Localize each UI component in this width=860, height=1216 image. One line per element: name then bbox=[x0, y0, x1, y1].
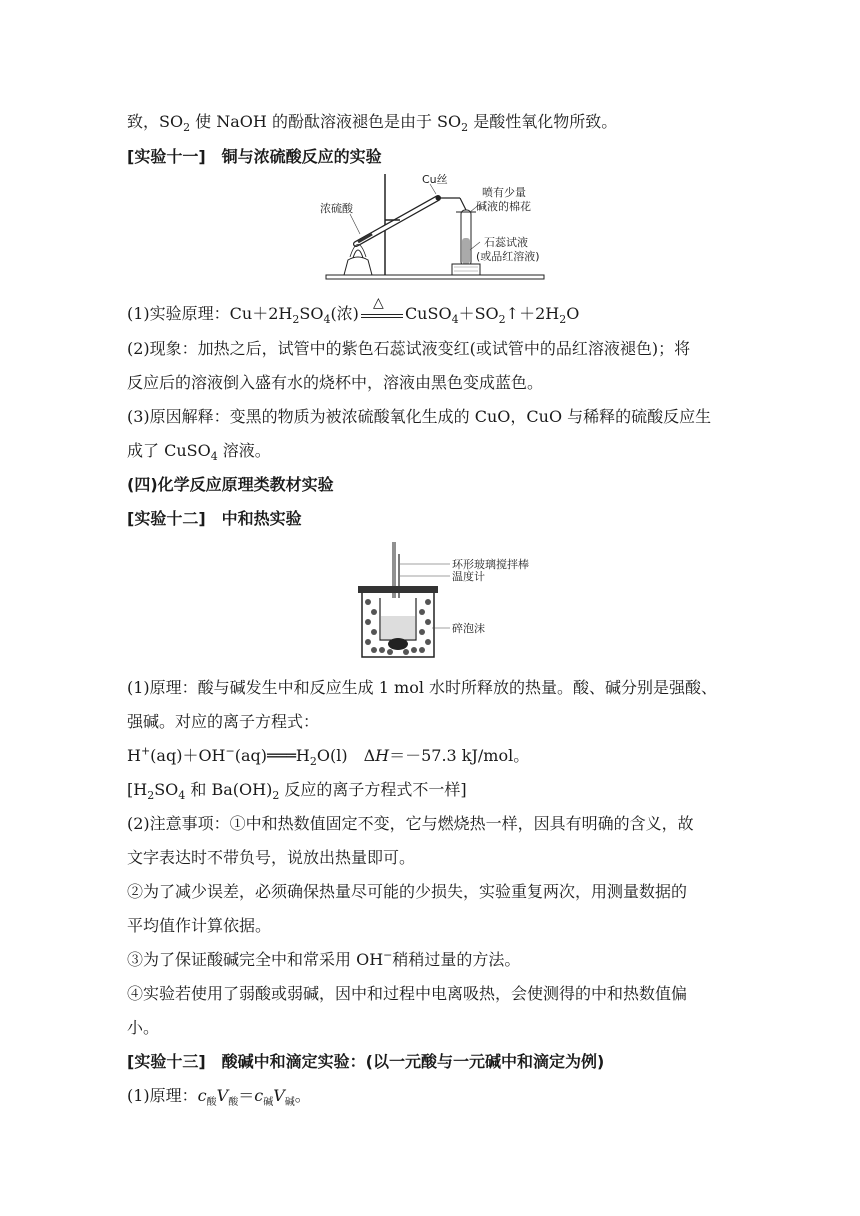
cotton-label-line1: 喷有少量 bbox=[482, 186, 526, 199]
exp12-notes-line4: 平均值作计算依据。 bbox=[127, 916, 272, 935]
experiment-13-title: [实验十三] 酸碱中和滴定实验：(以一元酸与一元碱中和滴定为例) bbox=[127, 1052, 605, 1071]
exp11-phenomenon-line1: (2)现象：加热之后，试管中的紫色石蕊试液变红(或试管中的品红溶液褪色)；将 bbox=[127, 339, 691, 358]
experiment-12-title: [实验十二] 中和热实验 bbox=[127, 509, 302, 528]
experiment-11-title: [实验十一] 铜与浓硫酸反应的实验 bbox=[127, 147, 382, 166]
exp12-notes-line2: 文字表达时不带负号，说放出热量即可。 bbox=[127, 848, 416, 867]
section-4-title: (四)化学反应原理类教材实验 bbox=[127, 475, 334, 494]
litmus-label-line2: (或品红溶液) bbox=[476, 250, 540, 263]
thermometer-label: 温度计 bbox=[452, 570, 485, 583]
exp11-explanation-line1: (3)原因解释：变黑的物质为被浓硫酸氧化生成的 CuO，CuO 与稀释的硫酸反应生 bbox=[127, 407, 712, 426]
calorimeter-diagram bbox=[352, 540, 529, 662]
exp11-explanation-line2: 成了 CuSO$_4$ 溶液。 bbox=[127, 441, 271, 464]
exp11-phenomenon-line2: 反应后的溶液倒入盛有水的烧杯中，溶液由黑色变成蓝色。 bbox=[127, 373, 544, 392]
text-line-so2: 致，$SO_2$ 使 NaOH 的酚酞溶液褪色是由于 $SO_2$ 是酸性氧化物所致。 bbox=[127, 112, 618, 135]
exp12-notes-line1: (2)注意事项：①中和热数值固定不变，它与燃烧热一样，因具有明确的含义，故 bbox=[127, 814, 694, 833]
conc-acid-label: 浓硫酸 bbox=[320, 202, 353, 215]
exp13-principle: (1)原理：$c_酸V_酸=c_碱V_碱$。 bbox=[127, 1086, 311, 1109]
exp11-principle: (1)实验原理：$Cu+2H_2SO_4$(浓) △ $CuSO_4+SO_2↑+2H_2O$ bbox=[127, 294, 580, 327]
exp12-notes-line7: 小。 bbox=[127, 1018, 160, 1037]
exp12-note-bracket: [$H_2SO_4$ 和 $Ba(OH)_2$ 反应的离子方程式不一样] bbox=[127, 780, 467, 803]
cu-wire-label: Cu丝 bbox=[422, 173, 448, 186]
foam-label: 碎泡沫 bbox=[452, 622, 485, 635]
stirrer-label: 环形玻璃搅拌棒 bbox=[452, 558, 529, 571]
exp12-principle-line2: 强碱。对应的离子方程式： bbox=[127, 712, 320, 731]
exp12-notes-line6: ④实验若使用了弱酸或弱碱，因中和过程中电离吸热，会使测得的中和热数值偏 bbox=[127, 984, 688, 1003]
cotton-label-line2: 碱液的棉花 bbox=[476, 200, 531, 213]
copper-sulfuric-acid-apparatus-diagram bbox=[320, 172, 550, 284]
exp12-principle-line1: (1)原理：酸与碱发生中和反应生成 1 mol 水时所释放的热量。酸、碱分别是强酸、 bbox=[127, 678, 718, 697]
neutralization-equation: $H^+(aq)+OH^-(aq)═══H_2O(l)$ ΔH＝－57.3 kJ/mol。 bbox=[127, 744, 530, 769]
exp12-notes-line5: ③为了保证酸碱完全中和常采用 OH−稍稍过量的方法。 bbox=[127, 948, 521, 969]
exp12-notes-line3: ②为了减少误差，必须确保热量尽可能的少损失，实验重复两次，用测量数据的 bbox=[127, 882, 688, 901]
heat-reaction-arrow: △ bbox=[359, 304, 405, 326]
litmus-label-line1: 石蕊试液 bbox=[484, 236, 528, 249]
